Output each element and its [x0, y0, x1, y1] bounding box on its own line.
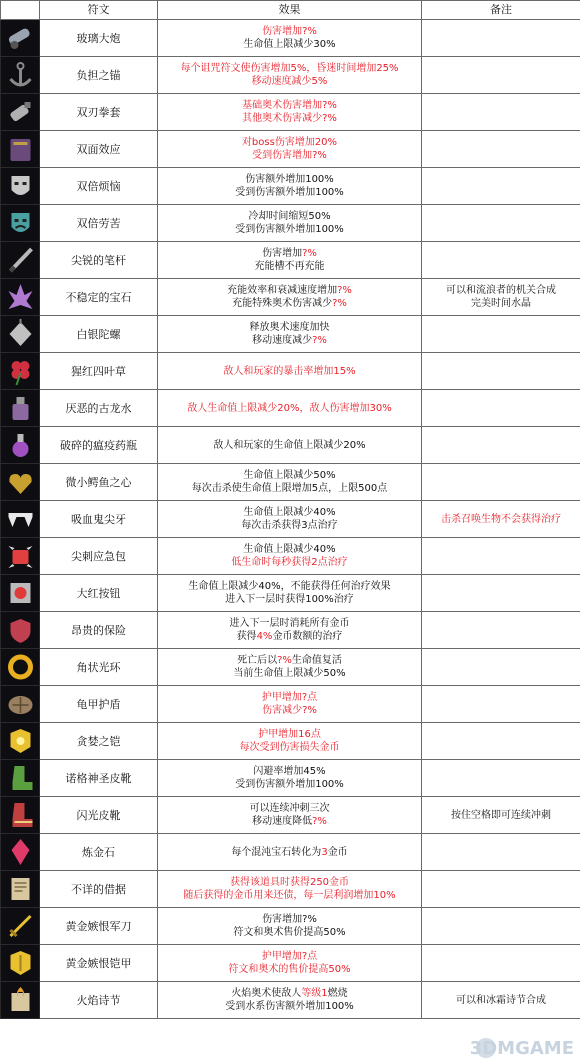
rune-note — [422, 945, 580, 982]
rune-icon-cell — [1, 242, 40, 279]
highlight-text: 敌人和玩家的暴击率增加15% — [223, 365, 356, 377]
body-text: 进入下一层时获得100%治疗 — [225, 594, 354, 605]
table-row — [1, 316, 580, 353]
boot-red-icon — [4, 799, 37, 831]
rune-icon-cell — [1, 131, 40, 168]
highlight-text: 伤害减少 — [262, 705, 303, 716]
quill-icon — [4, 244, 37, 276]
rune-icon-cell — [1, 205, 40, 242]
table-row — [1, 760, 580, 797]
rune-note — [422, 908, 580, 945]
header-rune: 符文 — [40, 1, 158, 20]
highlight-text: 等级1 — [301, 988, 328, 999]
rune-note — [422, 94, 580, 131]
text-line — [158, 654, 421, 667]
spinning-top-icon — [4, 318, 37, 350]
rune-icon-cell — [1, 760, 40, 797]
highlight-text: 敌人生命值上限减少20%，敌人伤害增加30% — [187, 402, 392, 414]
scroll-icon — [4, 873, 37, 905]
rune-icon-cell — [1, 797, 40, 834]
rune-icon-cell — [1, 94, 40, 131]
highlight-text: 随后获得的金币用来还债，每一层利润增加10% — [183, 890, 396, 901]
highlight-text: 每个诅咒符文使伤害增加5%，昏迷时间增加25% — [180, 63, 399, 74]
clover-icon — [4, 355, 37, 387]
text-line — [158, 617, 421, 630]
fire-scroll-icon — [4, 984, 37, 1016]
highlight-text: 受到伤害增加?% — [252, 150, 327, 161]
body-text: 每个混沌宝石转化为 — [231, 846, 322, 858]
body-text: 生命值上限减少50% — [243, 470, 336, 481]
body-text: 火焰奥术使敌人 — [231, 988, 302, 999]
body-text: 伤害增加 — [262, 248, 303, 259]
text-line — [158, 876, 421, 889]
body-text: 受到伤害额外增加100% — [235, 224, 344, 235]
body-text: 按住空格即可连续冲刺 — [451, 809, 551, 821]
rune-icon-cell — [1, 538, 40, 575]
text-line — [158, 667, 421, 680]
fang-icon — [4, 503, 37, 535]
rune-icon-cell — [1, 353, 40, 390]
gauntlet-icon — [4, 96, 37, 128]
highlight-text: ?% — [277, 655, 292, 666]
body-text: 伤害增加?% — [262, 914, 317, 925]
table-row — [1, 353, 580, 390]
spike-pack-icon — [4, 540, 37, 572]
highlight-text: ?% — [337, 285, 352, 296]
rune-icon-cell — [1, 908, 40, 945]
text-line — [158, 691, 421, 704]
rune-name: 玻璃大炮 — [40, 20, 158, 57]
body-text: 移动速度减少 — [252, 335, 313, 346]
text-line — [158, 469, 421, 482]
rune-name: 不详的借据 — [40, 871, 158, 908]
rune-note — [422, 205, 580, 242]
rune-note — [422, 834, 580, 871]
halo-icon — [4, 651, 37, 683]
rune-name: 龟甲护盾 — [40, 686, 158, 723]
body-text: 受到伤害额外增加100% — [235, 779, 344, 790]
text-line — [422, 809, 580, 822]
rune-icon-cell — [1, 871, 40, 908]
rune-effect — [158, 279, 422, 316]
highlight-text: 4% — [256, 631, 273, 642]
table-row — [1, 723, 580, 760]
rune-effect — [158, 131, 422, 168]
rune-note — [422, 57, 580, 94]
rune-name: 黄金嫉恨铠甲 — [40, 945, 158, 982]
text-line — [158, 284, 421, 297]
body-text: 完美时间水晶 — [471, 298, 531, 309]
body-text: 生命值上限减少40% — [243, 544, 336, 555]
text-line — [158, 765, 421, 778]
rune-effect — [158, 94, 422, 131]
rune-icon-cell — [1, 57, 40, 94]
rune-note — [422, 20, 580, 57]
text-line — [158, 149, 421, 162]
text-line — [158, 728, 421, 741]
table-row — [1, 390, 580, 427]
rune-effect — [158, 353, 422, 390]
greed-armor-icon — [4, 725, 37, 757]
rune-name: 双面效应 — [40, 131, 158, 168]
body-text: 获得 — [236, 631, 257, 642]
text-line — [158, 506, 421, 519]
heart-icon — [4, 466, 37, 498]
table-row — [1, 279, 580, 316]
text-line — [158, 846, 421, 859]
rune-effect — [158, 908, 422, 945]
rune-effect — [158, 834, 422, 871]
rune-note — [422, 316, 580, 353]
rune-icon-cell — [1, 20, 40, 57]
body-text: 进入下一层时消耗所有金币 — [229, 618, 350, 629]
highlight-text: 符文和奥术的售价提高50% — [228, 964, 351, 975]
rune-effect — [158, 649, 422, 686]
text-line — [158, 1000, 421, 1013]
text-line — [422, 297, 580, 310]
rune-name: 大红按钮 — [40, 575, 158, 612]
text-line — [158, 210, 421, 223]
text-line — [158, 950, 421, 963]
header-effect: 效果 — [158, 1, 422, 20]
rune-icon-cell — [1, 686, 40, 723]
highlight-text: 伤害增加?% — [262, 26, 317, 37]
text-line — [422, 284, 580, 297]
highlight-text: 护甲增加16点 — [258, 729, 321, 740]
body-text: 受到水系伤害额外增加100% — [225, 1001, 354, 1012]
body-text: 充能槽不再充能 — [254, 261, 325, 272]
highlight-text: 护甲增加?点 — [261, 951, 318, 962]
body-text: 可以连续冲刺三次 — [249, 803, 330, 814]
rune-effect — [158, 501, 422, 538]
text-line — [158, 62, 421, 75]
table-row — [1, 57, 580, 94]
table-row — [1, 649, 580, 686]
table-row — [1, 982, 580, 1019]
rune-note — [422, 723, 580, 760]
body-text: 当前生命值上限减少50% — [233, 668, 346, 679]
rune-icon-cell — [1, 501, 40, 538]
text-line — [158, 926, 421, 939]
text-line — [158, 439, 421, 452]
saber-icon — [4, 910, 37, 942]
rune-icon-cell — [1, 427, 40, 464]
text-line — [158, 889, 421, 902]
body-text: 每次击杀使生命值上限增加5点，上限500点 — [191, 483, 388, 494]
rune-note — [422, 168, 580, 205]
crystal-icon — [4, 281, 37, 313]
rune-name: 白银陀螺 — [40, 316, 158, 353]
table-row — [1, 686, 580, 723]
rune-effect — [158, 945, 422, 982]
text-line — [158, 38, 421, 51]
highlight-text: 护甲增加?点 — [261, 692, 318, 703]
rune-name: 厌恶的古龙水 — [40, 390, 158, 427]
text-line — [158, 802, 421, 815]
rune-note — [422, 575, 580, 612]
table-row — [1, 501, 580, 538]
table-row — [1, 834, 580, 871]
body-text: 释放奥术速度加快 — [249, 322, 330, 333]
table-row — [1, 908, 580, 945]
body-text: 伤害额外增加100% — [245, 174, 334, 185]
text-line — [158, 334, 421, 347]
body-text: 符文和奥术售价提高50% — [233, 927, 346, 938]
rune-icon-cell — [1, 575, 40, 612]
body-text: 燃烧 — [327, 988, 348, 999]
rune-effect — [158, 205, 422, 242]
rune-note — [422, 538, 580, 575]
text-line — [158, 704, 421, 717]
rune-name: 负担之锚 — [40, 57, 158, 94]
body-text: 可以和流浪者的机关合成 — [446, 285, 556, 296]
rune-effect — [158, 242, 422, 279]
table-row — [1, 945, 580, 982]
rune-name: 双倍劳苦 — [40, 205, 158, 242]
text-line — [158, 987, 421, 1000]
text-line — [158, 741, 421, 754]
highlight-text: ?% — [302, 705, 317, 716]
text-line — [158, 297, 421, 310]
table-row — [1, 205, 580, 242]
rune-note — [422, 427, 580, 464]
text-line — [158, 482, 421, 495]
table-row — [1, 242, 580, 279]
anchor-icon — [4, 59, 37, 91]
rune-effect — [158, 871, 422, 908]
cologne-icon — [4, 392, 37, 424]
highlight-text: 每次受到伤害损失金币 — [239, 742, 340, 753]
highlight-text: ?% — [332, 298, 347, 309]
rune-effect — [158, 797, 422, 834]
text-line — [158, 778, 421, 791]
body-text: 充能效率和衰减速度增加 — [227, 285, 338, 296]
body-text: 生命值复活 — [291, 655, 342, 666]
rune-note — [422, 649, 580, 686]
text-line — [158, 593, 421, 606]
rune-name: 双刃拳套 — [40, 94, 158, 131]
rune-effect — [158, 538, 422, 575]
text-line — [158, 247, 421, 260]
text-line — [158, 815, 421, 828]
text-line — [158, 75, 421, 88]
rune-name: 闪光皮靴 — [40, 797, 158, 834]
text-line — [158, 173, 421, 186]
rune-note — [422, 242, 580, 279]
rune-icon-cell — [1, 982, 40, 1019]
rune-name: 诺格神圣皮靴 — [40, 760, 158, 797]
body-text: 冷却时间缩短50% — [248, 211, 331, 222]
body-text: 生命值上限减少30% — [243, 39, 336, 50]
rune-name: 尖刺应急包 — [40, 538, 158, 575]
table-row — [1, 538, 580, 575]
rune-name: 尖锐的笔杆 — [40, 242, 158, 279]
rune-name: 黄金嫉恨军刀 — [40, 908, 158, 945]
rune-effect — [158, 168, 422, 205]
text-line — [158, 580, 421, 593]
rune-effect — [158, 612, 422, 649]
highlight-text: 对boss伤害增加20% — [241, 137, 338, 148]
rune-effect — [158, 57, 422, 94]
rune-icon-cell — [1, 390, 40, 427]
rune-note — [422, 279, 580, 316]
text-line — [158, 112, 421, 125]
rune-name: 吸血鬼尖牙 — [40, 501, 158, 538]
rune-name: 角状光环 — [40, 649, 158, 686]
rune-icon-cell — [1, 834, 40, 871]
body-text: 受到伤害额外增加100% — [235, 187, 344, 198]
rune-icon-cell — [1, 612, 40, 649]
header-icon — [1, 1, 40, 20]
gold-armor-icon — [4, 947, 37, 979]
table-row — [1, 131, 580, 168]
highlight-text: 3 — [321, 846, 328, 858]
rune-icon-cell — [1, 649, 40, 686]
cannon-icon — [4, 22, 37, 54]
body-text: 闪避率增加45% — [253, 766, 326, 777]
rune-note — [422, 390, 580, 427]
text-line — [158, 630, 421, 643]
highlight-text: 移动速度减少5% — [251, 76, 328, 87]
rune-name: 不稳定的宝石 — [40, 279, 158, 316]
rune-effect — [158, 575, 422, 612]
table-row — [1, 94, 580, 131]
rune-note — [422, 760, 580, 797]
table-row — [1, 168, 580, 205]
text-line — [158, 543, 421, 556]
mask-teal-icon — [4, 207, 37, 239]
text-line — [158, 260, 421, 273]
body-text: 敌人和玩家的生命值上限减少20% — [213, 439, 366, 451]
highlight-text: ?% — [312, 816, 327, 827]
body-text: 每次击杀获得3点治疗 — [241, 520, 338, 531]
rune-effect — [158, 20, 422, 57]
potion-icon — [4, 429, 37, 461]
watermark: 3DMGAME — [469, 1038, 574, 1059]
rune-note — [422, 797, 580, 834]
text-line — [422, 513, 580, 526]
text-line — [158, 223, 421, 236]
rune-note — [422, 353, 580, 390]
rune-note — [422, 464, 580, 501]
text-line — [158, 25, 421, 38]
rune-name: 微小鳄鱼之心 — [40, 464, 158, 501]
highlight-text: ?% — [312, 335, 327, 346]
text-line — [158, 99, 421, 112]
gem-icon — [4, 836, 37, 868]
mask-icon — [4, 170, 37, 202]
shell-icon — [4, 688, 37, 720]
highlight-text: 其他奥术伤害减少?% — [242, 113, 337, 124]
text-line — [158, 519, 421, 532]
rune-icon-cell — [1, 464, 40, 501]
body-text: 可以和冰霜诗节合成 — [456, 994, 546, 1006]
rune-icon-cell — [1, 316, 40, 353]
header-note: 备注 — [422, 1, 580, 20]
rune-effect — [158, 686, 422, 723]
rune-note — [422, 686, 580, 723]
text-line — [158, 365, 421, 378]
body-text: 生命值上限减少40% — [243, 507, 336, 518]
rune-note — [422, 612, 580, 649]
body-text: 充能特殊奥术伤害减少 — [232, 298, 333, 309]
rune-effect — [158, 390, 422, 427]
text-line — [158, 321, 421, 334]
highlight-text: 获得该道具时获得250金币 — [229, 877, 350, 888]
rune-effect — [158, 427, 422, 464]
body-text: 生命值上限减少40%，不能获得任何治疗效果 — [188, 581, 391, 592]
text-line — [158, 913, 421, 926]
rune-note — [422, 501, 580, 538]
body-text: 死亡后以 — [237, 655, 278, 666]
rune-note — [422, 131, 580, 168]
highlight-text: 低生命时每秒获得2点治疗 — [231, 557, 348, 568]
text-line — [422, 994, 580, 1007]
text-line — [158, 963, 421, 976]
highlight-text: 基础奥术伤害增加?% — [242, 100, 337, 111]
rune-effect — [158, 723, 422, 760]
rune-note — [422, 982, 580, 1019]
insurance-icon — [4, 614, 37, 646]
text-line — [158, 186, 421, 199]
rune-icon-cell — [1, 723, 40, 760]
table-row — [1, 20, 580, 57]
table-row — [1, 871, 580, 908]
rune-name: 火焰诗节 — [40, 982, 158, 1019]
body-text: 金币 — [327, 846, 348, 858]
rune-effect — [158, 316, 422, 353]
table-row — [1, 464, 580, 501]
rune-name: 炼金石 — [40, 834, 158, 871]
rune-effect — [158, 760, 422, 797]
rune-name: 双倍烦恼 — [40, 168, 158, 205]
body-text: 移动速度降低 — [252, 816, 313, 827]
highlight-text: 击杀召唤生物不会获得治疗 — [441, 513, 561, 525]
rune-effect — [158, 982, 422, 1019]
header-row — [1, 1, 580, 20]
table-row — [1, 612, 580, 649]
rune-note — [422, 871, 580, 908]
boot-green-icon — [4, 762, 37, 794]
table-row — [1, 427, 580, 464]
rune-icon-cell — [1, 945, 40, 982]
body-text: 金币数额的治疗 — [272, 631, 343, 642]
rune-icon-cell — [1, 279, 40, 316]
text-line — [158, 402, 421, 415]
rune-name: 猩红四叶草 — [40, 353, 158, 390]
rune-name: 贪婪之铠 — [40, 723, 158, 760]
text-line — [158, 556, 421, 569]
rune-effect — [158, 464, 422, 501]
rune-icon-cell — [1, 168, 40, 205]
rune-name: 昂贵的保险 — [40, 612, 158, 649]
book-icon — [4, 133, 37, 165]
highlight-text: ?% — [302, 248, 317, 259]
table-row — [1, 797, 580, 834]
rune-name: 破碎的瘟疫药瓶 — [40, 427, 158, 464]
table-row — [1, 575, 580, 612]
text-line — [158, 136, 421, 149]
red-button-icon — [4, 577, 37, 609]
